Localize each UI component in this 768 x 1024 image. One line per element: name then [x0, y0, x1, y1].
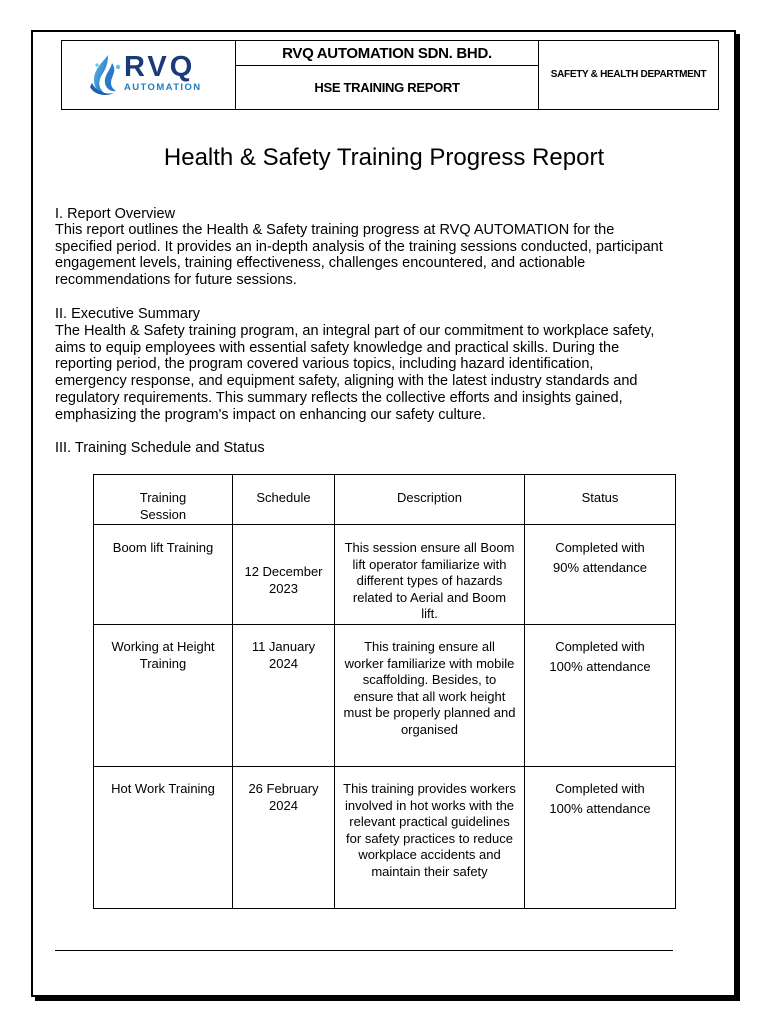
document-header: [61, 40, 719, 110]
table-header-cell: Training Session: [94, 475, 233, 525]
paragraph-line: aims to equip employees with essential safety knowledge and practical skills. During the: [55, 339, 620, 356]
table-cell: 11 January 2024: [233, 625, 335, 767]
table-cell: Completed with 100% attendance: [525, 625, 676, 767]
summary-paragraph: [55, 323, 715, 423]
schedule-heading: III. Training Schedule and Status: [55, 440, 265, 456]
table-cell: This training ensure all worker familiarize with mobile scaffolding. Besides, to ensure that all work height must be properly planned and organised: [335, 625, 525, 767]
table-cell: Completed with 90% attendance: [525, 525, 676, 625]
paragraph-line: The Health & Safety training program, an integral part of our commitment to workplace safety,: [55, 323, 655, 339]
table-cell: Completed with 100% attendance: [525, 767, 676, 909]
paragraph-line: specified period. It provides an in-depth analysis of the training sessions conducted, participant: [55, 238, 663, 255]
water-splash-icon: [88, 53, 124, 97]
table-cell: This training provides workers involved in hot works with the relevant practical guidelines for safety practices to reduce workplace accidents and maintain their safety: [335, 767, 525, 909]
table-cell: 26 February 2024: [233, 767, 335, 909]
training-table: [93, 474, 676, 909]
department-name: SAFETY & HEALTH DEPARTMENT: [550, 69, 707, 80]
overview-paragraph: [55, 222, 715, 289]
paragraph-line: recommendations for future sessions.: [55, 272, 297, 289]
table-header-cell: Description: [335, 475, 525, 525]
logo-wordmark: RVQ: [124, 51, 196, 83]
paragraph-line: reporting period, the program covered various topics, including hazard identification,: [55, 356, 594, 373]
logo-cell: [62, 41, 236, 109]
table-header-cell: Schedule: [233, 475, 335, 525]
paragraph-line: engagement levels, training effectiveness, challenges encountered, and actionable: [55, 255, 586, 272]
table-row: Hot Work Training: [94, 767, 233, 909]
table-cell: This session ensure all Boom lift operator familiarize with different types of hazards related to Aerial and Boom lift.: [335, 525, 525, 625]
paragraph-line: emphasizing the program's impact on enhancing our safety culture.: [55, 406, 486, 423]
table-row: Boom lift Training: [94, 525, 233, 625]
paragraph-line: regulatory requirements. This summary reflects the collective efforts and insights gained,: [55, 389, 623, 406]
paragraph-line: emergency response, and equipment safety, aligning with the latest industry standards and: [55, 373, 638, 390]
table-header-cell: Status: [525, 475, 676, 525]
footer-divider: [55, 950, 673, 951]
company-name: RVQ AUTOMATION SDN. BHD.: [236, 41, 539, 66]
page-title: Health & Safety Training Progress Report: [163, 144, 605, 171]
report-type: HSE TRAINING REPORT: [236, 66, 539, 109]
paragraph-line: This report outlines the Health & Safety training progress at RVQ AUTOMATION for the: [55, 222, 615, 238]
company-logo: [88, 53, 213, 97]
table-cell: 12 December 2023: [233, 525, 335, 625]
summary-heading: II. Executive Summary: [55, 306, 201, 322]
table-row: Working at Height Training: [94, 625, 233, 767]
logo-subtitle: AUTOMATION: [124, 82, 202, 93]
overview-heading: I. Report Overview: [55, 206, 176, 222]
